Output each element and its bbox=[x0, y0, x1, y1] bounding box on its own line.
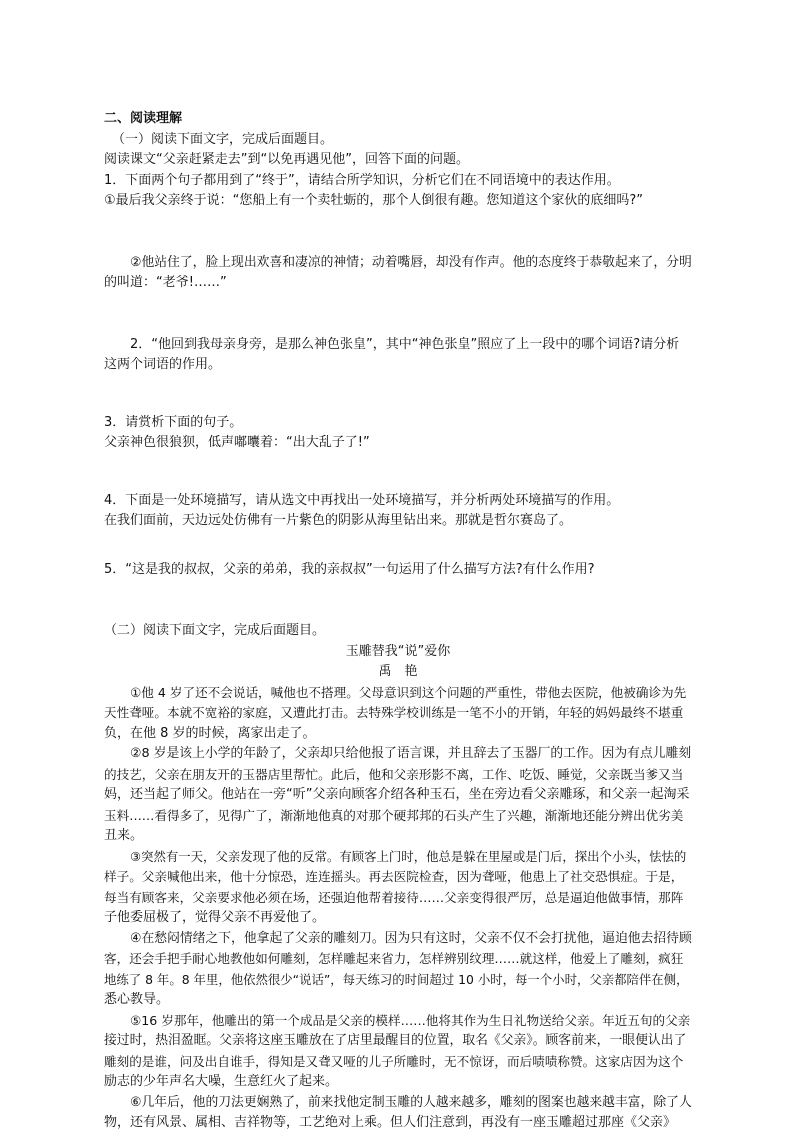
paragraph-line: 的技艺，父亲在朋友开的玉器店里帮忙。此后，他和父亲形影不离，工作、吃饭、睡觉，父亲既当爹又当 bbox=[104, 766, 684, 782]
article-author: 禹 艳 bbox=[378, 664, 418, 679]
paragraph-line: 励志的少年声名大噪，生意红火了起来。 bbox=[104, 1074, 339, 1089]
paragraph-line: 子他委屈极了，觉得父亲不再爱他了。 bbox=[104, 910, 326, 925]
paragraph-line: 地练了 8 年。8 年里，他依然很少“说话”，每天练习的时间超过 10 小时，每一个小时，父亲都陪伴在侧， bbox=[104, 971, 689, 987]
paragraph-line: ②8 岁是该上小学的年龄了，父亲却只给他报了语言课，并且辞去了玉器厂的工作。因为有点儿雕刻 bbox=[130, 746, 692, 761]
paragraph-line: ⑤16 岁那年，他雕出的第一个成品是父亲的模样……他将其作为生日礼物送给父亲。年近五旬的父亲 bbox=[130, 1012, 691, 1028]
part1-header: （一）阅读下面文字，完成后面题目。 bbox=[112, 131, 334, 147]
answer-space bbox=[104, 454, 692, 491]
paragraph-4 bbox=[104, 929, 692, 1011]
answer-space bbox=[104, 212, 692, 253]
paragraph-6 bbox=[104, 1093, 692, 1134]
question-2-line2: 这两个词语的作用。 bbox=[104, 357, 222, 372]
paragraph-line: ③突然有一天，父亲发现了他的反常。有顾客上门时，他总是躲在里屋或是门后，探出个小头，怯怯的 bbox=[130, 848, 687, 864]
part2-header: （二）阅读下面文字，完成后面题目。 bbox=[104, 623, 326, 638]
question-1-sentence-a: ①最后我父亲终于说：“您船上有一个卖牡蛎的，那个人倒很有趣。您知道这个家伙的底细吗?” bbox=[104, 193, 644, 208]
paragraph-5 bbox=[104, 1011, 692, 1093]
paragraph-3 bbox=[104, 847, 692, 929]
question-3-quote: 父亲神色很狼狈，低声嘟囔着：“出大乱子了!” bbox=[104, 435, 370, 450]
paragraph-line: 玉料……看得多了，见得广了，渐渐地他真的对那个硬邦邦的石头产生了兴趣，渐渐地还能分辨出优劣美 bbox=[104, 807, 684, 823]
paragraph-line: 天性聋哑。本就不宽裕的家庭，又遭此打击。去特殊学校训练是一笔不小的开销，年轻的妈妈最终不堪重 bbox=[104, 705, 684, 720]
question-1-sentence-b-line2: 的叫道：“老爷!……” bbox=[104, 275, 227, 290]
part1-instruction: 阅读课文“父亲赶紧走去”到“以免再遇见他”，回答下面的问题。 bbox=[104, 152, 469, 167]
paragraph-line: ④在愁闷情绪之下，他拿起了父亲的雕刻刀。因为只有这时，父亲不仅不会打扰他，逼迫他去招待顾 bbox=[130, 930, 692, 946]
paragraph-line: 接过时，热泪盈眶。父亲将这座玉雕放在了店里最醒目的位置，取名《父亲》。顾客前来，一眼便认出了 bbox=[104, 1033, 687, 1048]
paragraph-line: 妈，还当起了师父。他站在一旁“听”父亲向顾客介绍各种玉石，坐在旁边看父亲雕琢，和父亲一起淘采 bbox=[104, 787, 690, 802]
question-3: 3．请赏析下面的句子。 bbox=[104, 414, 243, 430]
paragraph-line: 悉心教导。 bbox=[104, 992, 170, 1007]
article-title: 玉雕替我“说”爱你 bbox=[345, 643, 451, 659]
answer-space bbox=[104, 294, 692, 335]
paragraph-line: 物，还有风景、属相、吉祥物等，工艺绝对上乘。但人们注意到，再没有一座玉雕超过那座《父亲》 bbox=[104, 1115, 677, 1130]
paragraph-line: 雕刻的是谁，问及出自谁手，得知是又聋又哑的儿子所雕时，无不惊讶，而后啧啧称赞。这家店因为这个 bbox=[104, 1053, 684, 1069]
answer-space bbox=[104, 532, 692, 560]
paragraph-line: ①他 4 岁了还不会说话，喊他也不搭理。父母意识到这个问题的严重性，带他去医院，他被确诊为先 bbox=[130, 684, 687, 700]
paragraph-2 bbox=[104, 744, 692, 847]
question-4: 4．下面是一处环境描写，请从选文中再找出一处环境描写，并分析两处环境描写的作用。 bbox=[104, 492, 620, 508]
question-5: 5．“这是我的叔叔，父亲的弟弟，我的亲叔叔”一句运用了什么描写方法?有什么作用? bbox=[104, 561, 595, 577]
paragraph-line: 每当有顾客来，父亲要求他必须在场，还强迫他帮着接待……父亲变得很严厉，总是逼迫他做事情，那阵 bbox=[104, 889, 684, 905]
document-content bbox=[104, 109, 692, 1134]
paragraph-line: 客，还会手把手耐心地教他如何雕刻，怎样雕起来省力，怎样辨别纹理……就这样，他爱上了雕刻，疯狂 bbox=[104, 951, 684, 966]
paragraph-line: 丑来。 bbox=[104, 828, 144, 843]
paragraph-line: 负，在他 8 岁的时候，离家出走了。 bbox=[104, 725, 316, 741]
question-1: 1．下面两个句子都用到了“终于”，请结合所学知识，分析它们在不同语境中的表达作用。 bbox=[104, 172, 620, 188]
paragraph-line: ⑥几年后，他的刀法更娴熟了，前来找他定制玉雕的人越来越多，雕刻的图案也越来越丰富，除了人 bbox=[130, 1094, 692, 1110]
question-1-sentence-b-line1: ②他站住了，脸上现出欢喜和凄凉的神情；动着嘴唇，却没有作声。他的态度终于恭敬起来了，分明 bbox=[130, 254, 692, 270]
section-title: 二、阅读理解 bbox=[104, 111, 183, 126]
paragraph-line: 样子。父亲喊他出来，他十分惊恐，连连摇头。再去医院检查，因为聋哑，他患上了社交恐惧症。于是， bbox=[104, 869, 684, 884]
question-4-quote: 在我们面前，天边远处仿佛有一片紫色的阴影从海里钻出来。那就是哲尔赛岛了。 bbox=[104, 513, 573, 528]
answer-space bbox=[104, 580, 692, 621]
paragraph-1 bbox=[104, 683, 692, 745]
question-2-line1: 2．“他回到我母亲身旁，是那么神色张皇”，其中“神色张皇”照应了上一段中的哪个词语?请分析 bbox=[130, 336, 680, 352]
article-body bbox=[104, 683, 692, 1134]
answer-space bbox=[104, 376, 692, 413]
